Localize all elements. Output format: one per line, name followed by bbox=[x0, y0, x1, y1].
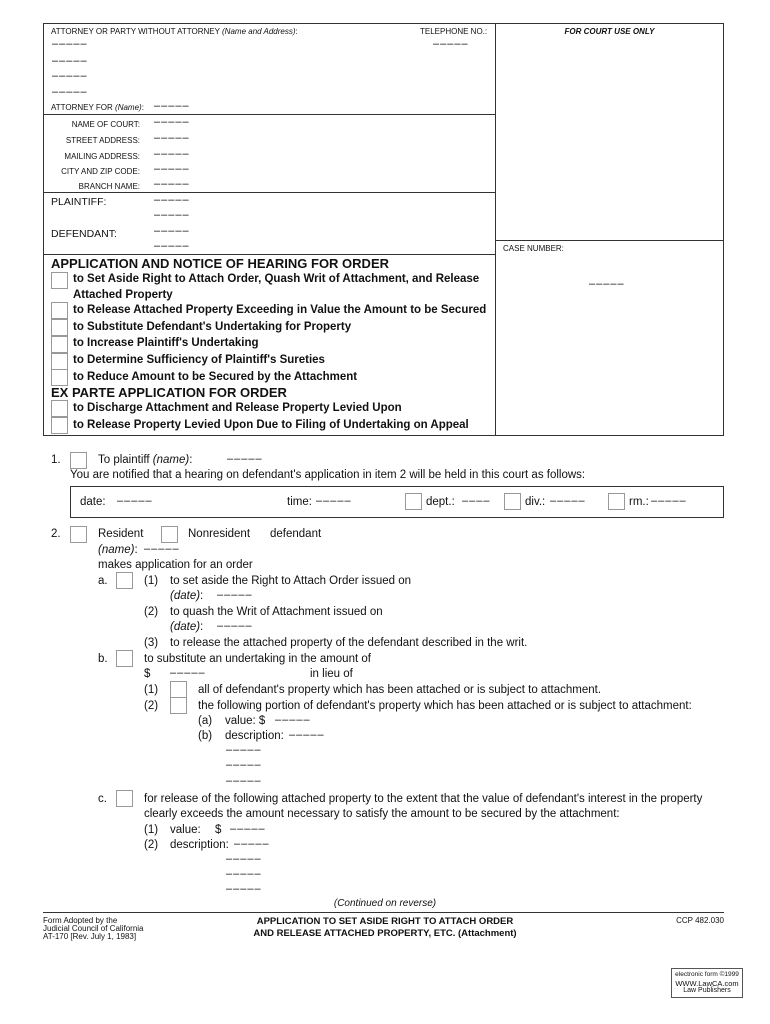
to-plaintiff-text: To plaintiff (name): bbox=[98, 454, 193, 466]
continued-note: (Continued on reverse) bbox=[333, 898, 437, 909]
application-heading: APPLICATION AND NOTICE OF HEARING FOR ORDER bbox=[51, 256, 389, 271]
form-number: AT-170 [Rev. July 1, 1983] bbox=[43, 932, 137, 941]
item2b-amount-field[interactable]: ––––– bbox=[170, 667, 206, 679]
date-label: date: bbox=[80, 496, 106, 508]
item2a2-text: to quash the Writ of Attachment issued on bbox=[170, 606, 383, 618]
item-sufficiency: to Determine Sufficiency of Plaintiff's Sureties bbox=[73, 354, 325, 366]
item-reduce: to Reduce Amount to be Secured by the Attachment bbox=[73, 371, 358, 383]
street-address-field[interactable]: ––––– bbox=[154, 132, 190, 144]
city-zip-field[interactable]: ––––– bbox=[154, 163, 190, 175]
ccp-code: CCP 482.030 bbox=[676, 916, 724, 925]
checkbox-to-plaintiff[interactable] bbox=[70, 452, 87, 469]
footer-title-2: AND RELEASE ATTACHED PROPERTY, ETC. (Attachment) bbox=[253, 928, 517, 939]
item2b2a-value-field[interactable]: ––––– bbox=[275, 714, 311, 726]
case-number-field[interactable]: ––––– bbox=[589, 278, 625, 290]
item-release-appeal: to Release Property Levied Upon Due to Filing of Undertaking on Appeal bbox=[73, 419, 469, 431]
publisher-line-1: electronic form ©1999 bbox=[675, 971, 739, 978]
checkbox-substitute[interactable] bbox=[51, 319, 68, 336]
item2c1-dollar: $ bbox=[215, 824, 222, 836]
attorney-label: ATTORNEY OR PARTY WITHOUT ATTORNEY (Name and Address): bbox=[51, 27, 298, 36]
plaintiff-field-1[interactable]: ––––– bbox=[154, 194, 190, 206]
checkbox-sufficiency[interactable] bbox=[51, 353, 68, 370]
item-substitute: to Substitute Defendant's Undertaking for Property bbox=[73, 321, 352, 333]
item2c-label: c. bbox=[98, 793, 107, 805]
item1-number: 1. bbox=[51, 454, 61, 466]
nonresident-label: Nonresident bbox=[188, 528, 251, 540]
item2b2a-label: (a) bbox=[198, 715, 213, 727]
item2a3-num: (3) bbox=[144, 637, 159, 649]
checkbox-release-exceeding[interactable] bbox=[51, 302, 68, 319]
item2b2b-line-3[interactable]: ––––– bbox=[226, 775, 262, 787]
item2b2b-line-1[interactable]: ––––– bbox=[226, 744, 262, 756]
checkbox-set-aside[interactable] bbox=[51, 272, 68, 289]
item2a2-num: (2) bbox=[144, 606, 159, 618]
item2a1-date-label: (date): bbox=[170, 590, 204, 602]
footer-title-1: APPLICATION TO SET ASIDE RIGHT TO ATTACH ORDER bbox=[256, 916, 514, 927]
item2a1-num: (1) bbox=[144, 575, 159, 587]
item2b2b-text: description: bbox=[225, 730, 284, 742]
checkbox-div[interactable] bbox=[504, 493, 521, 510]
item2b-text: to substitute an undertaking in the amount of bbox=[144, 653, 371, 665]
item2c2-line-3[interactable]: ––––– bbox=[226, 883, 262, 895]
publisher-line-3: Law Publishers bbox=[683, 987, 731, 994]
checkbox-2b2[interactable] bbox=[170, 697, 187, 714]
item2b2b-desc-field[interactable]: ––––– bbox=[289, 729, 325, 741]
dept-field[interactable]: –––– bbox=[462, 495, 491, 507]
attorney-line-1[interactable]: ––––– bbox=[52, 38, 88, 50]
item2a3-text: to release the attached property of the defendant described in the writ. bbox=[170, 637, 528, 649]
item2c1-value-field[interactable]: ––––– bbox=[230, 823, 266, 835]
defendant-label: DEFENDANT: bbox=[51, 228, 117, 240]
item-increase: to Increase Plaintiff's Undertaking bbox=[73, 337, 259, 349]
mailing-address-field[interactable]: ––––– bbox=[154, 148, 190, 160]
item2c2-line-2[interactable]: ––––– bbox=[226, 868, 262, 880]
time-label: time: bbox=[287, 496, 312, 508]
item-set-aside: to Set Aside Right to Attach Order, Quash Writ of Attachment, and Release bbox=[73, 273, 480, 285]
item2a1-text: to set aside the Right to Attach Order issued on bbox=[170, 575, 412, 587]
attorney-line-4[interactable]: ––––– bbox=[52, 86, 88, 98]
item2c1-num: (1) bbox=[144, 824, 159, 836]
mailing-address-label: MAILING ADDRESS: bbox=[64, 152, 140, 161]
court-parties-divider bbox=[43, 192, 496, 193]
item2a2-date-label: (date): bbox=[170, 621, 204, 633]
court-use-label: FOR COURT USE ONLY bbox=[564, 27, 655, 36]
telephone-field[interactable]: ––––– bbox=[433, 38, 469, 50]
attorney-line-2[interactable]: ––––– bbox=[52, 55, 88, 67]
div-label: div.: bbox=[525, 496, 546, 508]
attorney-court-divider bbox=[43, 114, 496, 115]
checkbox-2b[interactable] bbox=[116, 650, 133, 667]
item2b-label: b. bbox=[98, 653, 108, 665]
checkbox-release-appeal[interactable] bbox=[51, 417, 68, 434]
item2c2-desc-field[interactable]: ––––– bbox=[234, 838, 270, 850]
parties-title-divider bbox=[43, 254, 496, 255]
item2a1-date-field[interactable]: ––––– bbox=[217, 589, 253, 601]
attorney-for-label: ATTORNEY FOR (Name): bbox=[51, 103, 144, 112]
checkbox-2a[interactable] bbox=[116, 572, 133, 589]
item2c2-line-1[interactable]: ––––– bbox=[226, 853, 262, 865]
defendant-field-1[interactable]: ––––– bbox=[154, 225, 190, 237]
checkbox-2b1[interactable] bbox=[170, 681, 187, 698]
makes-application: makes application for an order bbox=[98, 559, 253, 571]
item2c2-text: description: bbox=[170, 839, 229, 851]
checkbox-reduce[interactable] bbox=[51, 369, 68, 386]
case-number-label: CASE NUMBER: bbox=[503, 244, 564, 253]
caption-divider bbox=[495, 23, 496, 436]
defendant-field-2[interactable]: ––––– bbox=[154, 240, 190, 252]
checkbox-increase[interactable] bbox=[51, 336, 68, 353]
item2b2b-line-2[interactable]: ––––– bbox=[226, 759, 262, 771]
item2b-dollar: $ bbox=[144, 668, 151, 680]
item2-name-label: (name): bbox=[98, 544, 138, 556]
rm-field[interactable]: ––––– bbox=[651, 495, 687, 507]
time-field[interactable]: ––––– bbox=[316, 495, 352, 507]
branch-name-field[interactable]: ––––– bbox=[154, 178, 190, 190]
checkbox-nonresident[interactable] bbox=[161, 526, 178, 543]
street-address-label: STREET ADDRESS: bbox=[65, 136, 140, 145]
item2c2-num: (2) bbox=[144, 839, 159, 851]
item2b1-text: all of defendant's property which has been attached or is subject to attachment. bbox=[198, 684, 602, 696]
item2c1-text: value: bbox=[170, 824, 201, 836]
item2-name-field[interactable]: ––––– bbox=[144, 543, 180, 555]
item2a-label: a. bbox=[98, 575, 108, 587]
attorney-line-3[interactable]: ––––– bbox=[52, 70, 88, 82]
checkbox-dept[interactable] bbox=[405, 493, 422, 510]
item2a2-date-field[interactable]: ––––– bbox=[217, 620, 253, 632]
branch-name-label: BRANCH NAME: bbox=[78, 182, 140, 191]
adopted-line-1: Form Adopted by the bbox=[43, 916, 118, 925]
hearing-notice: You are notified that a hearing on defendant's application in item 2 will be held in this court as follows: bbox=[70, 469, 586, 481]
item2c-text-2: clearly exceeds the amount necessary to satisfy the amount to be secured by the attachment: bbox=[144, 808, 620, 820]
adopted-line-2: Judicial Council of California bbox=[43, 924, 144, 933]
dept-label: dept.: bbox=[426, 496, 455, 508]
checkbox-resident[interactable] bbox=[70, 526, 87, 543]
date-field[interactable]: ––––– bbox=[117, 495, 153, 507]
ex-parte-heading: EX PARTE APPLICATION FOR ORDER bbox=[51, 385, 287, 400]
court-name-label: NAME OF COURT: bbox=[71, 120, 140, 129]
item2b1-num: (1) bbox=[144, 684, 159, 696]
footer-rule bbox=[43, 912, 724, 913]
to-plaintiff-name-field[interactable]: ––––– bbox=[227, 453, 263, 465]
hearing-box bbox=[70, 486, 724, 518]
court-use-divider bbox=[495, 240, 724, 241]
defendant-word: defendant bbox=[270, 528, 322, 540]
resident-label: Resident bbox=[98, 528, 144, 540]
item2b2b-label: (b) bbox=[198, 730, 213, 742]
checkbox-2c[interactable] bbox=[116, 790, 133, 807]
checkbox-discharge[interactable] bbox=[51, 400, 68, 417]
item-release-exceeding: to Release Attached Property Exceeding in Value the Amount to be Secured bbox=[73, 304, 487, 316]
plaintiff-field-2[interactable]: ––––– bbox=[154, 209, 190, 221]
div-field[interactable]: ––––– bbox=[550, 495, 586, 507]
telephone-label: TELEPHONE NO.: bbox=[420, 27, 488, 36]
item2c-text-1: for release of the following attached property to the extent that the value of defendant's interest in the property bbox=[144, 793, 703, 805]
rm-label: rm.: bbox=[629, 496, 649, 508]
item2-number: 2. bbox=[51, 528, 61, 540]
item-set-aside-cont: Attached Property bbox=[73, 289, 173, 301]
plaintiff-label: PLAINTIFF: bbox=[51, 196, 107, 208]
court-name-field[interactable]: ––––– bbox=[154, 116, 190, 128]
city-zip-label: CITY AND ZIP CODE: bbox=[61, 167, 140, 176]
publisher-line-2[interactable]: WWW.LawCA.com bbox=[675, 979, 739, 988]
item2b2-num: (2) bbox=[144, 700, 159, 712]
item2b-in-lieu: in lieu of bbox=[310, 668, 353, 680]
item2b2a-text: value: $ bbox=[225, 715, 266, 727]
item2b2-text: the following portion of defendant's property which has been attached or is subject to attachment: bbox=[198, 700, 692, 712]
attorney-for-field[interactable]: ––––– bbox=[154, 100, 190, 112]
item-discharge: to Discharge Attachment and Release Property Levied Upon bbox=[73, 402, 402, 414]
checkbox-rm[interactable] bbox=[608, 493, 625, 510]
